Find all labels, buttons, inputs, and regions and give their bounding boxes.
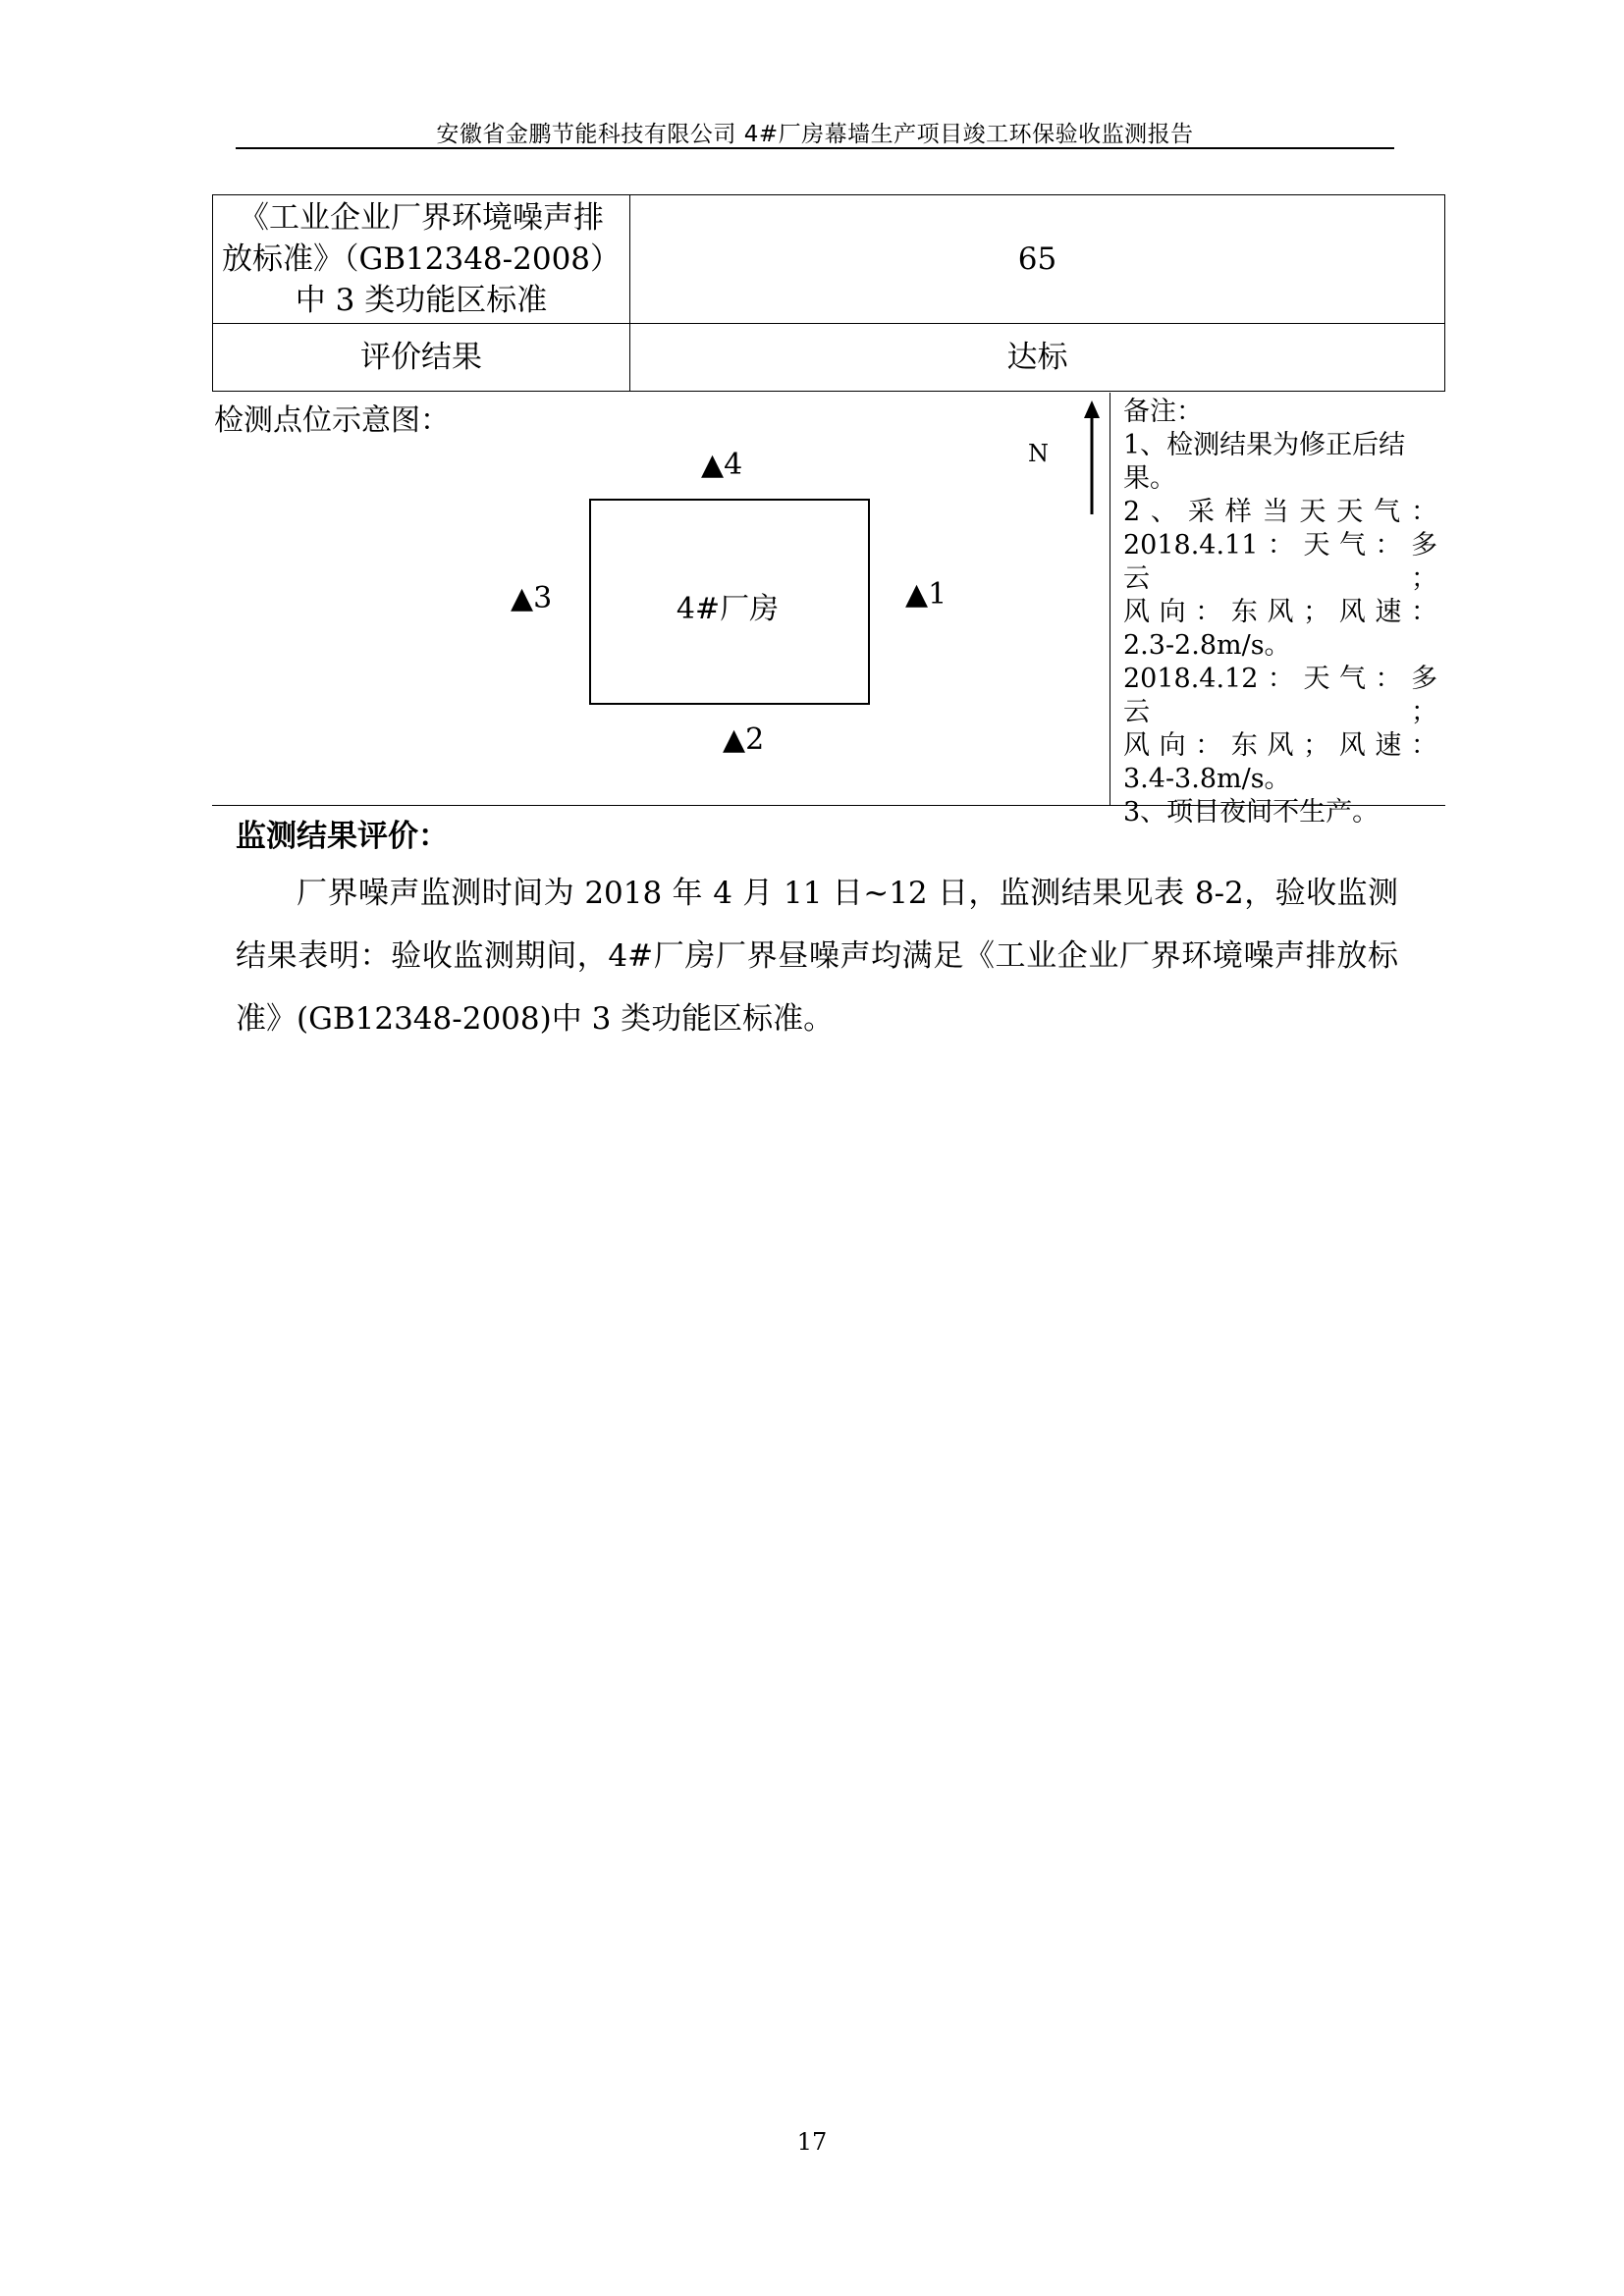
notes-line: 风向：东风；风速：	[1123, 597, 1437, 627]
standard-value-cell: 65	[630, 195, 1445, 324]
building-label: 4#厂房	[676, 592, 780, 626]
monitoring-point-3: ▲3	[511, 581, 553, 615]
table-row	[213, 324, 1445, 392]
notes-line: 2.3-2.8m/s。	[1123, 630, 1291, 661]
monitoring-point-2: ▲2	[723, 722, 765, 757]
page-number: 17	[796, 2128, 828, 2156]
notes-line: 2018.4.11：天气：多云；	[1123, 530, 1437, 594]
standard-line-1: 《工业企业厂界环境噪声排	[239, 200, 604, 236]
notes-panel	[1123, 396, 1437, 829]
evaluation-section-title: 监测结果评价：	[236, 819, 449, 854]
notes-title: 备注：	[1123, 397, 1203, 427]
monitoring-point-1: ▲1	[905, 577, 947, 612]
standard-line-2: 放标准》（GB12348-2008）	[221, 241, 622, 277]
evaluation-label-cell: 评价结果	[213, 324, 630, 392]
north-arrow-icon	[1080, 400, 1104, 516]
header-divider	[236, 147, 1394, 149]
table-row	[213, 195, 1445, 324]
notes-line: 果。	[1123, 463, 1176, 494]
report-header-title: 安徽省金鹏节能科技有限公司 4#厂房幕墙生产项目竣工环保验收监测报告	[436, 122, 1194, 147]
evaluation-value-cell: 达标	[630, 324, 1445, 392]
notes-line: 3.4-3.8m/s。	[1123, 764, 1291, 794]
evaluation-text: 厂界噪声监测时间为 2018 年 4 月 11 日~12 日，监测结果见表 8-2，验收监测结果表明：验收监测期间，4#厂房厂界昼噪声均满足《工业企业厂界环境噪声排放标准》(GB12348-2008)中 3 类功能区标准。	[236, 876, 1398, 1037]
monitoring-point-4: ▲4	[701, 448, 743, 482]
standard-line-3: 中 3 类功能区标准	[295, 283, 548, 318]
notes-line: 2018.4.12：天气：多云；	[1123, 664, 1437, 727]
evaluation-paragraph	[236, 862, 1398, 1050]
standard-table	[212, 194, 1445, 392]
notes-line: 2、采样当天天气：	[1123, 497, 1437, 527]
notes-line: 1、检测结果为修正后结	[1123, 430, 1406, 460]
notes-line: 3、项目夜间不生产。	[1123, 797, 1380, 828]
standard-name-cell	[213, 195, 630, 324]
diagram-title: 检测点位示意图：	[214, 403, 450, 438]
north-label: N	[1028, 440, 1049, 467]
notes-line: 风向：东风；风速：	[1123, 730, 1437, 761]
